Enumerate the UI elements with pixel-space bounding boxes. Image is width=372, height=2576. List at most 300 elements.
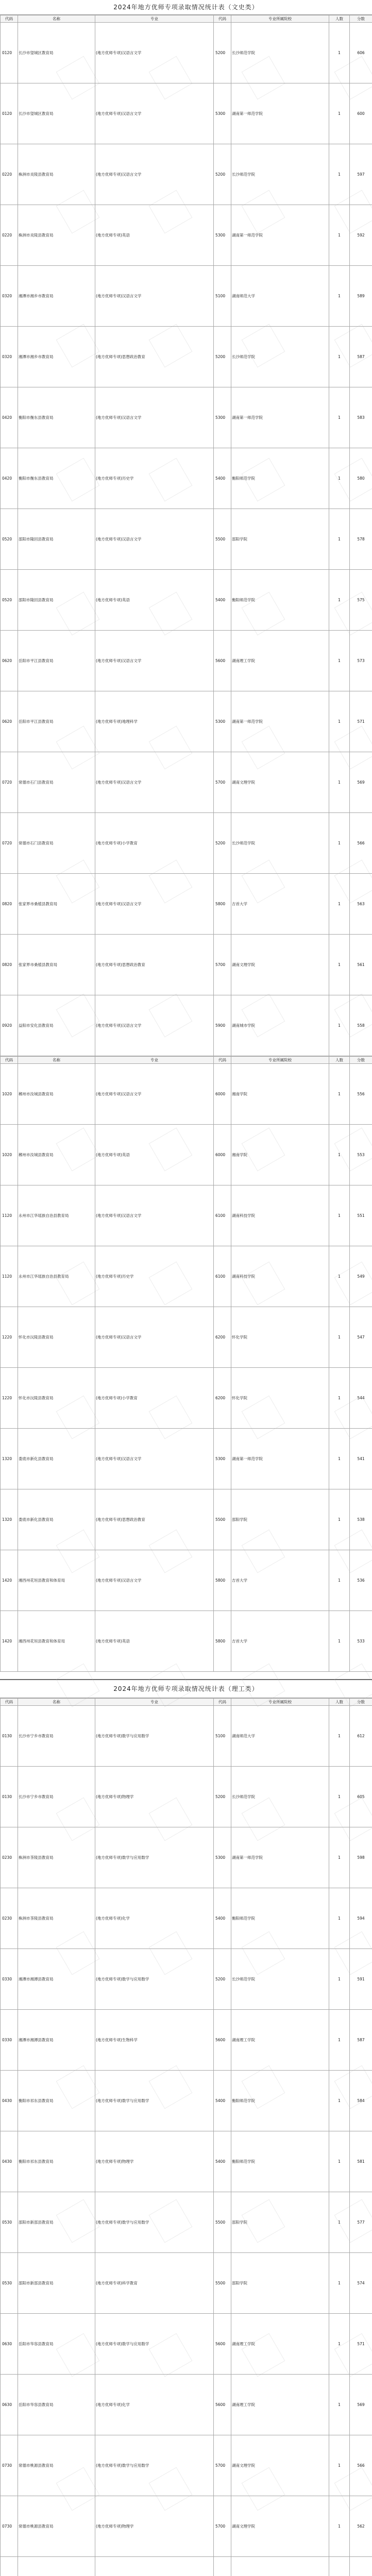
code-cell: 0120 <box>1 23 18 83</box>
table-row <box>1 813 372 874</box>
table-row <box>1 752 372 813</box>
school-code-cell: 6100 <box>214 1246 231 1307</box>
count-cell: 1 <box>329 1064 350 1125</box>
column-header: 代码 <box>1 15 18 23</box>
code-cell: 0120 <box>1 83 18 144</box>
table-row <box>1 2314 372 2375</box>
school-code-cell: 5200 <box>214 813 231 874</box>
score-cell: 575 <box>350 570 372 631</box>
unit-name-cell: 邵阳市隆回县教育局 <box>18 509 95 570</box>
unit-name-cell: 怀化市沅陵县教育局 <box>18 1368 95 1429</box>
code-cell: 1320 <box>1 1429 18 1489</box>
school-name-cell: 长沙师范学院 <box>231 813 329 874</box>
unit-name-cell: 株洲市炎陵县教育局 <box>18 205 95 266</box>
major-cell: (地方优师专项)汉语言文学 <box>95 752 214 813</box>
code-cell: 0630 <box>1 2375 18 2435</box>
unit-name-cell: 衡阳市祁东县教育局 <box>18 2131 95 2192</box>
school-name-cell: 长沙师范学院 <box>231 1949 329 2010</box>
score-cell: 547 <box>350 1307 372 1368</box>
count-cell: 1 <box>329 995 350 1056</box>
school-name-cell: 湖南文理学院 <box>231 2496 329 2557</box>
count-cell: 1 <box>329 2314 350 2375</box>
table-row <box>1 327 372 387</box>
section-title: 2024年地方优师专项录取情况统计表（理工类） <box>0 1679 372 1698</box>
school-code-cell: 5800 <box>214 874 231 935</box>
unit-name-cell: 衡阳市祁东县教育局 <box>18 2071 95 2131</box>
admission-table <box>0 15 372 1056</box>
major-cell: (地方优师专项)汉语言文学 <box>95 1429 214 1489</box>
code-cell: 0820 <box>1 874 18 935</box>
school-code-cell: 5900 <box>214 995 231 1056</box>
code-cell: 0230 <box>1 1888 18 1949</box>
count-cell: 1 <box>329 935 350 995</box>
score-cell: 606 <box>350 23 372 83</box>
column-header: 名称 <box>18 1699 95 1706</box>
score-cell <box>350 2557 372 2576</box>
table-row <box>1 631 372 691</box>
unit-name-cell: 湘潭市湘潭县教育局 <box>18 1949 95 2010</box>
school-name-cell: 湖南文理学院 <box>231 752 329 813</box>
school-name-cell: 邵阳学院 <box>231 2192 329 2253</box>
score-cell: 605 <box>350 1767 372 1827</box>
school-name-cell: 湖南师范大学 <box>231 266 329 327</box>
table-row <box>1 1827 372 1888</box>
unit-name-cell: 株洲市炎陵县教育局 <box>18 144 95 205</box>
school-name-cell: 衡阳师范学院 <box>231 2071 329 2131</box>
code-cell: 0730 <box>1 2496 18 2557</box>
code-cell: 0720 <box>1 813 18 874</box>
school-name-cell: 衡阳师范学院 <box>231 570 329 631</box>
school-name-cell: 衡阳师范学院 <box>231 1888 329 1949</box>
count-cell: 1 <box>329 1888 350 1949</box>
major-cell: (地方优师专项)汉语言文学 <box>95 1550 214 1611</box>
school-code-cell: 5600 <box>214 631 231 691</box>
score-cell: 612 <box>350 1706 372 1767</box>
school-code-cell: 5400 <box>214 1888 231 1949</box>
admission-table <box>0 1698 372 2576</box>
code-cell: 0430 <box>1 2131 18 2192</box>
school-code-cell: 5600 <box>214 2314 231 2375</box>
score-cell: 551 <box>350 1185 372 1246</box>
major-cell: (地方优师专项)汉语言文学 <box>95 1185 214 1246</box>
major-cell: (地方优师专项)历史学 <box>95 448 214 509</box>
major-cell: (地方优师专项)汉语言文学 <box>95 144 214 205</box>
count-cell: 1 <box>329 2010 350 2071</box>
code-cell: 0220 <box>1 144 18 205</box>
column-header: 专业所属院校 <box>231 15 329 23</box>
school-code-cell: 5500 <box>214 2192 231 2253</box>
school-name-cell: 邵阳学院 <box>231 1489 329 1550</box>
table-row <box>1 387 372 448</box>
school-name-cell: 长沙师范学院 <box>231 1767 329 1827</box>
count-cell: 1 <box>329 1429 350 1489</box>
unit-name-cell: 湘潭市湘潭县教育局 <box>18 2010 95 2071</box>
code-cell: 1420 <box>1 1611 18 1672</box>
column-header: 专业所属院校 <box>231 1057 329 1064</box>
major-cell: (地方优师专项)汉语言文学 <box>95 1307 214 1368</box>
code-cell: 1320 <box>1 1489 18 1550</box>
score-cell: 563 <box>350 874 372 935</box>
score-cell: 571 <box>350 691 372 752</box>
school-code-cell: 5300 <box>214 1827 231 1888</box>
table-header-row <box>1 1057 372 1064</box>
unit-name-cell: 株洲市茶陵县教育局 <box>18 1827 95 1888</box>
count-cell: 1 <box>329 1949 350 2010</box>
table-row <box>1 266 372 327</box>
table-row <box>1 2010 372 2071</box>
code-cell: 0320 <box>1 266 18 327</box>
major-cell: (地方优师专项)英语 <box>95 205 214 266</box>
column-header: 代码 <box>214 1699 231 1706</box>
code-cell: 0530 <box>1 2192 18 2253</box>
unit-name-cell: 衡阳市衡东县教育局 <box>18 387 95 448</box>
school-code-cell: 5500 <box>214 2253 231 2314</box>
score-cell: 566 <box>350 813 372 874</box>
table-row <box>1 205 372 266</box>
major-cell: (地方优师专项)思想政治教育 <box>95 935 214 995</box>
code-cell: 0520 <box>1 509 18 570</box>
count-cell: 1 <box>329 2496 350 2557</box>
code-cell: 1220 <box>1 1368 18 1429</box>
score-cell: 600 <box>350 83 372 144</box>
school-code-cell: 5700 <box>214 2496 231 2557</box>
column-header: 分数 <box>350 1057 372 1064</box>
school-name-cell: 怀化学院 <box>231 1368 329 1429</box>
unit-name-cell: 郴州市汝城县教育局 <box>18 1125 95 1185</box>
school-code-cell: 6200 <box>214 1307 231 1368</box>
school-name-cell: 湘南学院 <box>231 1064 329 1125</box>
code-cell: 0730 <box>1 2435 18 2496</box>
school-code-cell: 5700 <box>214 2435 231 2496</box>
school-name-cell: 湖南理工学院 <box>231 2375 329 2435</box>
school-name-cell: 湖南第一师范学院 <box>231 205 329 266</box>
table-row <box>1 2192 372 2253</box>
major-cell: (地方优师专项)物理学 <box>95 2131 214 2192</box>
count-cell: 1 <box>329 1368 350 1429</box>
school-code-cell: 5200 <box>214 23 231 83</box>
table-row <box>1 691 372 752</box>
score-cell: 549 <box>350 1246 372 1307</box>
school-code-cell: 5700 <box>214 935 231 995</box>
table-row <box>1 144 372 205</box>
section-gap <box>0 1672 372 1679</box>
table-row <box>1 2557 372 2576</box>
table-row <box>1 1767 372 1827</box>
count-cell: 1 <box>329 2435 350 2496</box>
unit-name-cell: 常德市石门县教育局 <box>18 752 95 813</box>
code-cell: 0720 <box>1 752 18 813</box>
code-cell: 0420 <box>1 448 18 509</box>
code-cell: 0530 <box>1 2253 18 2314</box>
major-cell: (地方优师专项)物理学 <box>95 1767 214 1827</box>
code-cell: 0330 <box>1 2010 18 2071</box>
code-cell: 1020 <box>1 1125 18 1185</box>
unit-name-cell: 张家界市桑植县教育局 <box>18 874 95 935</box>
code-cell: 0630 <box>1 2314 18 2375</box>
count-cell: 1 <box>329 1827 350 1888</box>
table-row <box>1 1949 372 2010</box>
unit-name-cell: 湘西州花垣县教育和体育局 <box>18 1550 95 1611</box>
code-cell: 0130 <box>1 1706 18 1767</box>
table-row <box>1 83 372 144</box>
column-header: 分数 <box>350 1699 372 1706</box>
code-cell: 0130 <box>1 1767 18 1827</box>
column-header: 人数 <box>329 15 350 23</box>
school-code-cell: 5300 <box>214 691 231 752</box>
school-name-cell: 湖南科技学院 <box>231 1185 329 1246</box>
school-code-cell: 5300 <box>214 83 231 144</box>
column-header: 专业 <box>95 15 214 23</box>
school-name-cell: 湖南第一师范学院 <box>231 83 329 144</box>
count-cell: 1 <box>329 387 350 448</box>
school-name-cell: 湖南文理学院 <box>231 2435 329 2496</box>
major-cell: (地方优师专项)科学教育 <box>95 2253 214 2314</box>
code-cell: 0520 <box>1 570 18 631</box>
count-cell: 1 <box>329 2192 350 2253</box>
page-title: 2024年地方优师专项录取情况统计表（文史类） <box>0 0 372 15</box>
score-cell: 562 <box>350 2496 372 2557</box>
major-cell: (地方优师专项)地理科学 <box>95 691 214 752</box>
count-cell: 1 <box>329 2131 350 2192</box>
school-name-cell: 吉首大学 <box>231 1550 329 1611</box>
major-cell: (地方优师专项)历史学 <box>95 1246 214 1307</box>
major-cell: (地方优师专项)汉语言文学 <box>95 874 214 935</box>
unit-name-cell <box>18 2557 95 2576</box>
major-cell: (地方优师专项)汉语言文学 <box>95 1064 214 1125</box>
major-cell: (地方优师专项)汉语言文学 <box>95 995 214 1056</box>
column-header: 名称 <box>18 15 95 23</box>
unit-name-cell: 岳阳市华容县教育局 <box>18 2375 95 2435</box>
major-cell: (地方优师专项)英语 <box>95 570 214 631</box>
school-name-cell: 邵阳学院 <box>231 509 329 570</box>
count-cell: 1 <box>329 813 350 874</box>
school-name-cell: 吉首大学 <box>231 1611 329 1672</box>
school-name-cell: 湖南文理学院 <box>231 935 329 995</box>
table-row <box>1 1888 372 1949</box>
school-code-cell: 5800 <box>214 1550 231 1611</box>
score-cell: 561 <box>350 935 372 995</box>
school-name-cell: 湖南师范大学 <box>231 1706 329 1767</box>
major-cell <box>95 2557 214 2576</box>
table-row <box>1 1550 372 1611</box>
unit-name-cell: 长沙市望城区教育局 <box>18 83 95 144</box>
score-cell: 558 <box>350 995 372 1056</box>
table-row <box>1 23 372 83</box>
unit-name-cell: 永州市江华瑶族自治县教育局 <box>18 1185 95 1246</box>
count-cell: 1 <box>329 1185 350 1246</box>
major-cell: (地方优师专项)思想政治教育 <box>95 327 214 387</box>
count-cell: 1 <box>329 2071 350 2131</box>
school-name-cell: 长沙师范学院 <box>231 327 329 387</box>
table-row <box>1 935 372 995</box>
major-cell: (地方优师专项)生物科学 <box>95 2010 214 2071</box>
count-cell: 1 <box>329 1489 350 1550</box>
count-cell: 1 <box>329 874 350 935</box>
school-code-cell: 5400 <box>214 2071 231 2131</box>
count-cell: 1 <box>329 691 350 752</box>
major-cell: (地方优师专项)汉语言文学 <box>95 509 214 570</box>
unit-name-cell: 邵阳市新邵县教育局 <box>18 2192 95 2253</box>
column-header: 专业 <box>95 1057 214 1064</box>
unit-name-cell: 湘西州花垣县教育和体育局 <box>18 1611 95 1672</box>
score-cell: 592 <box>350 205 372 266</box>
unit-name-cell: 岳阳市华容县教育局 <box>18 2314 95 2375</box>
unit-name-cell: 常德市桃源县教育局 <box>18 2435 95 2496</box>
major-cell: (地方优师专项)化学 <box>95 2375 214 2435</box>
unit-name-cell: 张家界市桑植县教育局 <box>18 935 95 995</box>
school-code-cell: 5200 <box>214 144 231 205</box>
unit-name-cell: 岳阳市平江县教育局 <box>18 691 95 752</box>
code-cell: 1220 <box>1 1307 18 1368</box>
school-code-cell: 5100 <box>214 266 231 327</box>
score-cell: 589 <box>350 266 372 327</box>
column-header: 专业所属院校 <box>231 1699 329 1706</box>
school-code-cell: 5300 <box>214 205 231 266</box>
code-cell: 0320 <box>1 327 18 387</box>
table-row <box>1 2131 372 2192</box>
school-code-cell: 5500 <box>214 509 231 570</box>
column-header: 代码 <box>214 15 231 23</box>
unit-name-cell: 邵阳市新邵县教育局 <box>18 2253 95 2314</box>
code-cell: 1020 <box>1 1064 18 1125</box>
column-header: 人数 <box>329 1699 350 1706</box>
school-code-cell: 5800 <box>214 1611 231 1672</box>
unit-name-cell: 长沙市宁乡市教育局 <box>18 1706 95 1767</box>
school-code-cell: 5400 <box>214 570 231 631</box>
school-name-cell: 湖南第一师范学院 <box>231 691 329 752</box>
code-cell: 1120 <box>1 1246 18 1307</box>
table-row <box>1 1307 372 1368</box>
count-cell: 1 <box>329 2375 350 2435</box>
table-row <box>1 1429 372 1489</box>
count-cell: 1 <box>329 1611 350 1672</box>
column-header: 专业 <box>95 1699 214 1706</box>
score-cell: 574 <box>350 2253 372 2314</box>
count-cell: 1 <box>329 448 350 509</box>
code-cell: 0420 <box>1 387 18 448</box>
school-code-cell: 5500 <box>214 1489 231 1550</box>
school-name-cell: 湖南理工学院 <box>231 631 329 691</box>
table-row <box>1 509 372 570</box>
column-header: 人数 <box>329 1057 350 1064</box>
table-row <box>1 448 372 509</box>
code-cell: 0430 <box>1 2071 18 2131</box>
code-cell: 0920 <box>1 995 18 1056</box>
school-name-cell: 湖南第一师范学院 <box>231 387 329 448</box>
table-row <box>1 1368 372 1429</box>
unit-name-cell: 长沙市望城区教育局 <box>18 23 95 83</box>
count-cell: 1 <box>329 1307 350 1368</box>
school-name-cell: 衡阳师范学院 <box>231 2131 329 2192</box>
school-code-cell: 5600 <box>214 2375 231 2435</box>
table-row <box>1 1611 372 1672</box>
code-cell <box>1 2557 18 2576</box>
count-cell: 1 <box>329 327 350 387</box>
unit-name-cell: 郴州市汝城县教育局 <box>18 1064 95 1125</box>
school-name-cell <box>231 2557 329 2576</box>
table-row <box>1 1125 372 1185</box>
table-row <box>1 1246 372 1307</box>
table-row <box>1 1489 372 1550</box>
count-cell: 1 <box>329 631 350 691</box>
table-row <box>1 2496 372 2557</box>
code-cell: 0620 <box>1 691 18 752</box>
unit-name-cell: 衡阳市衡东县教育局 <box>18 448 95 509</box>
table-row <box>1 2375 372 2435</box>
school-code-cell <box>214 2557 231 2576</box>
score-cell: 587 <box>350 327 372 387</box>
table-row <box>1 1185 372 1246</box>
code-cell: 1420 <box>1 1550 18 1611</box>
score-cell: 578 <box>350 509 372 570</box>
unit-name-cell: 娄底市新化县教育局 <box>18 1489 95 1550</box>
table-row <box>1 2253 372 2314</box>
table-row <box>1 1064 372 1125</box>
count-cell: 1 <box>329 266 350 327</box>
score-cell: 584 <box>350 2071 372 2131</box>
score-cell: 571 <box>350 2314 372 2375</box>
school-code-cell: 6000 <box>214 1125 231 1185</box>
count-cell: 1 <box>329 23 350 83</box>
major-cell: (地方优师专项)汉语言文学 <box>95 266 214 327</box>
school-name-cell: 湖南理工学院 <box>231 2010 329 2071</box>
table-header-row <box>1 1699 372 1706</box>
score-cell: 591 <box>350 1949 372 2010</box>
major-cell: (地方优师专项)英语 <box>95 1125 214 1185</box>
unit-name-cell: 湘潭市湘乡市教育局 <box>18 266 95 327</box>
major-cell: (地方优师专项)数学与应用数学 <box>95 1827 214 1888</box>
score-cell: 573 <box>350 631 372 691</box>
count-cell: 1 <box>329 83 350 144</box>
unit-name-cell: 岳阳市平江县教育局 <box>18 631 95 691</box>
school-name-cell: 湖南第一师范学院 <box>231 1429 329 1489</box>
count-cell: 1 <box>329 1550 350 1611</box>
school-name-cell: 湖南理工学院 <box>231 2314 329 2375</box>
score-cell: 533 <box>350 1611 372 1672</box>
score-cell: 594 <box>350 1888 372 1949</box>
unit-name-cell: 永州市江华瑶族自治县教育局 <box>18 1246 95 1307</box>
score-cell: 581 <box>350 2131 372 2192</box>
count-cell: 1 <box>329 1767 350 1827</box>
school-code-cell: 5200 <box>214 327 231 387</box>
major-cell: (地方优师专项)小学教育 <box>95 1368 214 1429</box>
major-cell: (地方优师专项)数学与应用数学 <box>95 2435 214 2496</box>
school-code-cell: 5600 <box>214 2010 231 2071</box>
column-header: 代码 <box>1 1057 18 1064</box>
code-cell: 0330 <box>1 1949 18 2010</box>
unit-name-cell: 湘潭市湘乡市教育局 <box>18 327 95 387</box>
score-cell: 556 <box>350 1064 372 1125</box>
school-name-cell: 湘南学院 <box>231 1125 329 1185</box>
school-name-cell: 邵阳学院 <box>231 2253 329 2314</box>
major-cell: (地方优师专项)小学教育 <box>95 813 214 874</box>
school-name-cell: 衡阳师范学院 <box>231 448 329 509</box>
major-cell: (地方优师专项)汉语言文学 <box>95 23 214 83</box>
count-cell: 1 <box>329 205 350 266</box>
code-cell: 0820 <box>1 935 18 995</box>
school-code-cell: 6000 <box>214 1064 231 1125</box>
score-cell: 598 <box>350 1827 372 1888</box>
column-header: 名称 <box>18 1057 95 1064</box>
major-cell: (地方优师专项)数学与应用数学 <box>95 1949 214 2010</box>
count-cell: 1 <box>329 144 350 205</box>
school-code-cell: 5200 <box>214 1767 231 1827</box>
score-cell: 536 <box>350 1550 372 1611</box>
unit-name-cell: 株洲市茶陵县教育局 <box>18 1888 95 1949</box>
count-cell: 1 <box>329 1706 350 1767</box>
major-cell: (地方优师专项)汉语言文学 <box>95 83 214 144</box>
count-cell: 1 <box>329 570 350 631</box>
